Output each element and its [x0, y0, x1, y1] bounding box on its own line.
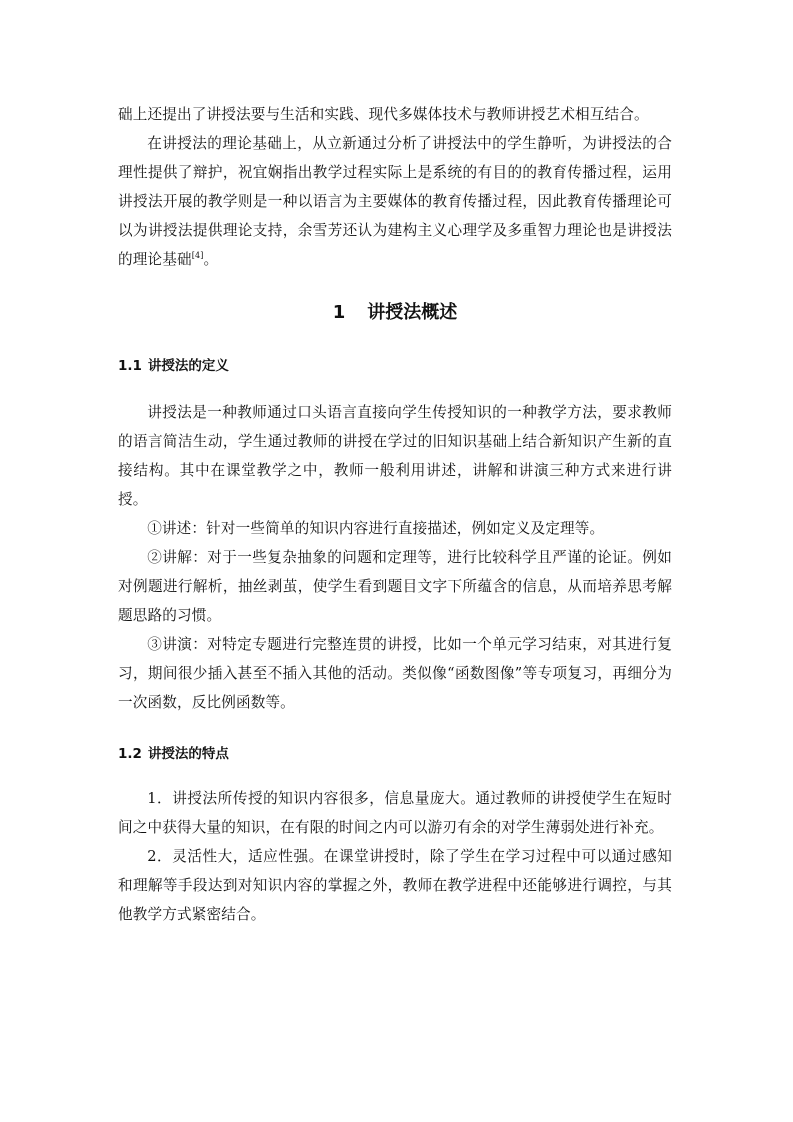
section-heading-1-2 — [118, 744, 672, 764]
section-title: 讲授法的特点 — [147, 746, 229, 762]
section-heading-1-1 — [118, 356, 672, 376]
definition-paragraph: 讲授法是一种教师通过口头语言直接向学生传授知识的一种教学方法，要求教师的语言简洁生动，学生通过教师的讲授在学过的旧知识基础上结合新知识产生新的直接结构。其中在课堂教学之中，教师一般利用讲述，讲解和讲演三种方式来进行讲授。 — [118, 404, 672, 508]
intro-paragraph-1: 础上还提出了讲授法要与生活和实践、现代多媒体技术与教师讲授艺术相互结合。 — [118, 106, 649, 123]
section-number: 1.2 — [118, 746, 142, 762]
intro-paragraph-2 — [118, 129, 672, 274]
list-item-narration: ①讲述：针对一些简单的知识内容进行直接描述，例如定义及定理等。 — [147, 520, 605, 537]
feature-item-1: 1．讲授法所传授的知识内容很多，信息量庞大。通过教师的讲授使学生在短时间之中获得大量的知识，在有限的时间之内可以游刃有余的对学生薄弱处进行补充。 — [118, 790, 672, 836]
chapter-number: 1 — [332, 302, 346, 323]
intro-paragraph-2-tail: 。 — [203, 251, 219, 268]
feature-item-2: 2．灵活性大，适应性强。在课堂讲授时，除了学生在学习过程中可以通过感知和理解等手段达到对知识内容的掌握之外，教师在教学进程中还能够进行调控，与其他教学方式紧密结合。 — [118, 848, 672, 923]
chapter-title: 讲授法概述 — [367, 302, 458, 323]
intro-paragraph-2-text: 在讲授法的理论基础上，从立新通过分析了讲授法中的学生静听，为讲授法的合理性提供了辩护，祝宜娴指出教学过程实际上是系统的有目的的教育传播过程，运用讲授法开展的教学则是一种以语言为主要媒体的教育传播过程，因此教育传播理论可以为讲授法提供理论支持，余雪芳还认为建构主义心理学及多重智力理论也是讲授法的理论基础 — [118, 135, 672, 268]
chapter-heading — [118, 300, 672, 326]
section-title: 讲授法的定义 — [147, 358, 229, 374]
list-item-lecture: ③讲演：对特定专题进行完整连贯的讲授，比如一个单元学习结束，对其进行复习，期间很少插入甚至不插入其他的活动。类似像“函数图像”等专项复习，再细分为一次函数，反比例函数等。 — [118, 636, 672, 711]
list-item-explanation: ②讲解：对于一些复杂抽象的问题和定理等，进行比较科学且严谨的论证。例如对例题进行解析，抽丝剥茧，使学生看到题目文字下所蕴含的信息，从而培养思考解题思路的习惯。 — [118, 549, 672, 624]
citation-marker: [4] — [191, 251, 204, 261]
section-number: 1.1 — [118, 358, 142, 374]
document-page — [118, 100, 672, 929]
